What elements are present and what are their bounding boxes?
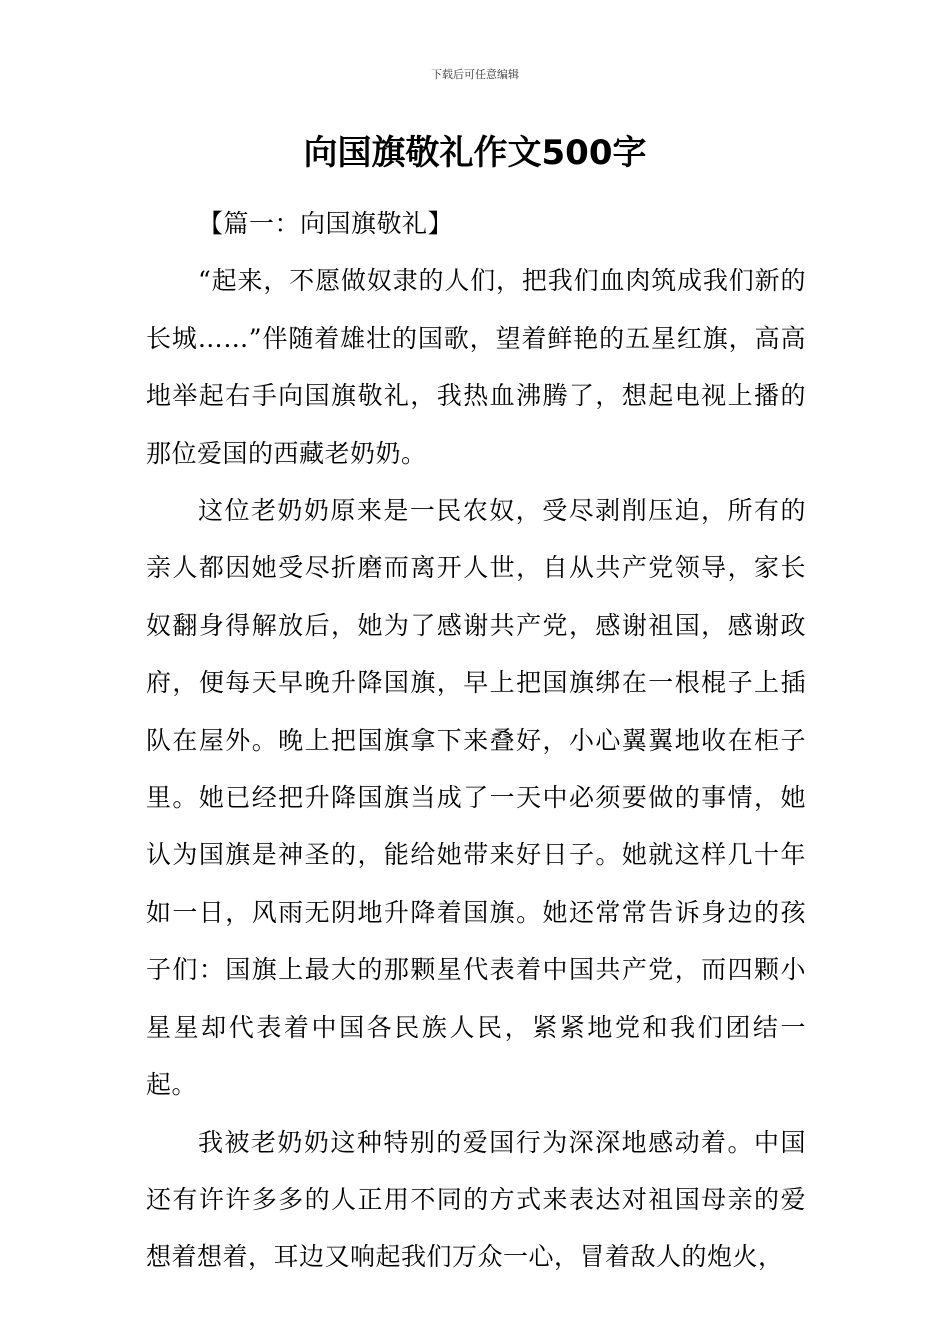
paragraph-1: “起来，不愿做奴隶的人们，把我们血肉筑成我们新的长城……”伴随着雄壮的国歌，望着鲜艳的五星红旗，高高地举起右手向国旗敬礼，我热血沸腾了，想起电视上播的那位爱国的西藏老奶奶。 [146, 266, 806, 468]
header-note: 下载后可任意编辑 [431, 68, 519, 81]
section-heading: 【篇一：向国旗敬礼】 [198, 209, 454, 238]
document-body [146, 195, 806, 1286]
document-title: 向国旗敬礼作文500字 [303, 133, 647, 173]
paragraph-3: 我被老奶奶这种特别的爱国行为深深地感动着。中国还有许许多多的人正用不同的方式来表达对祖国母亲的爱想着想着，耳边又响起我们万众一心，冒着敌人的炮火， [146, 1127, 806, 1272]
paragraph-2: 这位老奶奶原来是一民农奴，受尽剥削压迫，所有的亲人都因她受尽折磨而离开人世，自从共产党领导，家长奴翻身得解放后，她为了感谢共产党，感谢祖国，感谢政府，便每天早晚升降国旗，早上把国旗绑在一根棍子上插队在屋外。晚上把国旗拿下来叠好，小心翼翼地收在柜子里。她已经把升降国旗当成了一天中必须要做的事情，她认为国旗是神圣的，能给她带来好日子。她就这样几十年如一日，风雨无阴地升降着国旗。她还常常告诉身边的孩子们：国旗上最大的那颗星代表着中国共产党，而四颗小星星却代表着中国各民族人民，紧紧地党和我们团结一起。 [146, 496, 806, 1100]
